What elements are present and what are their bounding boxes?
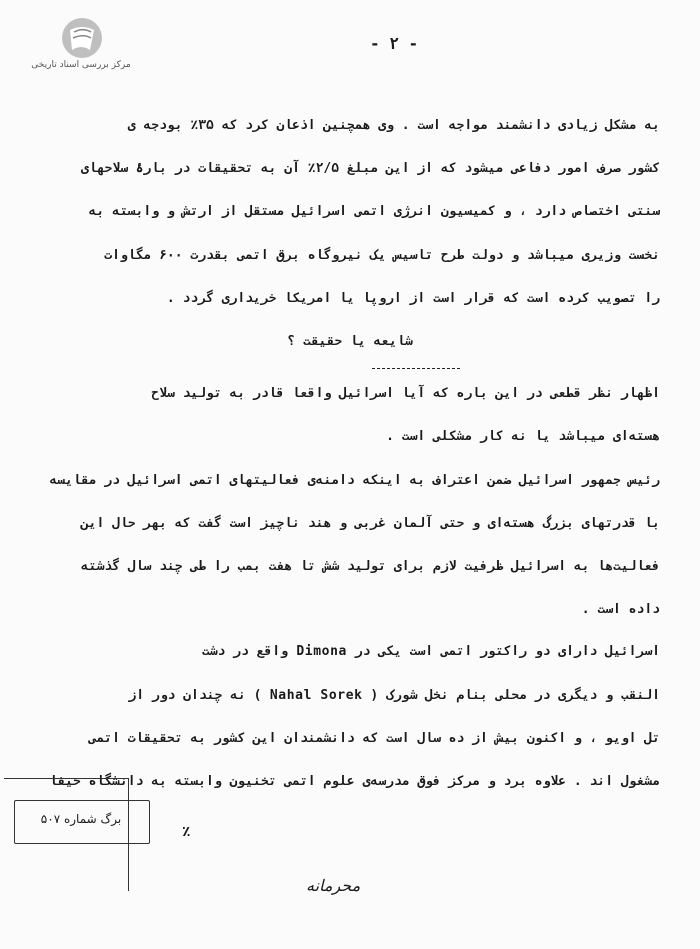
text-line: سنتی اختصاص دارد ، و کمیسیون انرژی اتمی اسرائیل مستقل از ارتش و وابسته به xyxy=(88,204,660,219)
text-line: رئیس جمهور اسرائیل ضمن اعتراف به اینکه دامنه‌ی فعالیتهای اتمی اسرائیل در مقایسه xyxy=(49,473,660,488)
archive-emblem-icon xyxy=(60,16,104,60)
text-line: فعالیت‌ها به اسرائیل ظرفیت لازم برای تولید شش تا هفت بمب را طی چند سال گذشته xyxy=(80,559,660,574)
section-heading: شایعه یا حقیقت ؟ xyxy=(287,334,413,349)
archive-logo-text: مرکز بررسی اسناد تاریخی xyxy=(31,60,131,70)
text-line: داده است . xyxy=(581,602,660,617)
text-line: را تصویب کرده است که قرار است از اروپا یا امریکا خریداری گردد . xyxy=(166,291,660,306)
text-line: نخست وزیری میباشد و دولت طرح تاسیس یک نیروگاه برق اتمی بقدرت ۶۰۰ مگاوات xyxy=(104,248,660,263)
classification-stamp: محرمانه xyxy=(306,876,361,895)
text-line: هسته‌ای میباشد یا نه کار مشکلی است . xyxy=(386,429,660,444)
text-line: مشغول اند . علاوه برد و مرکز فوق مدرسه‌ی علوم اتمی تخنیون وابسته به دانشگاه حیفا xyxy=(49,774,660,789)
text-line: کشور صرف امور دفاعی میشود که از این مبلغ ۲/۵٪ آن به تحقیقات در بارۀ سلاحهای xyxy=(81,161,660,176)
percent-mark: ٪ xyxy=(182,824,191,840)
text-line: به مشکل زیادی دانشمند مواجه است . وی همچنین اذعان کرد که ۳۵٪ بودجه ی xyxy=(127,118,660,133)
text-line: اظهار نظر قطعی در این باره که آیا اسرائیل واقعا قادر به تولید سلاح xyxy=(151,386,660,401)
text-line: اسرائیل دارای دو راکتور اتمی است یکی در Dimona واقع در دشت xyxy=(201,644,660,659)
heading-underline xyxy=(372,368,460,369)
text-line: با قدرتهای بزرگ هسته‌ای و حتی آلمان غربی و هند ناچیز است گفت که بهر حال این xyxy=(80,516,660,531)
archive-logo xyxy=(26,16,136,76)
sheet-number-stamp: برگ شماره ۵۰۷ xyxy=(40,812,122,826)
text-line: النقب و دیگری در محلی بنام نخل شورک ( Nahal Sorek ) نه چندان دور از xyxy=(128,688,660,703)
text-line: تل اویو ، و اکنون بیش از ده سال است که دانشمندان این کشور به تحقیقات اتمی xyxy=(88,731,660,746)
page-number: - ۲ - xyxy=(370,34,419,53)
